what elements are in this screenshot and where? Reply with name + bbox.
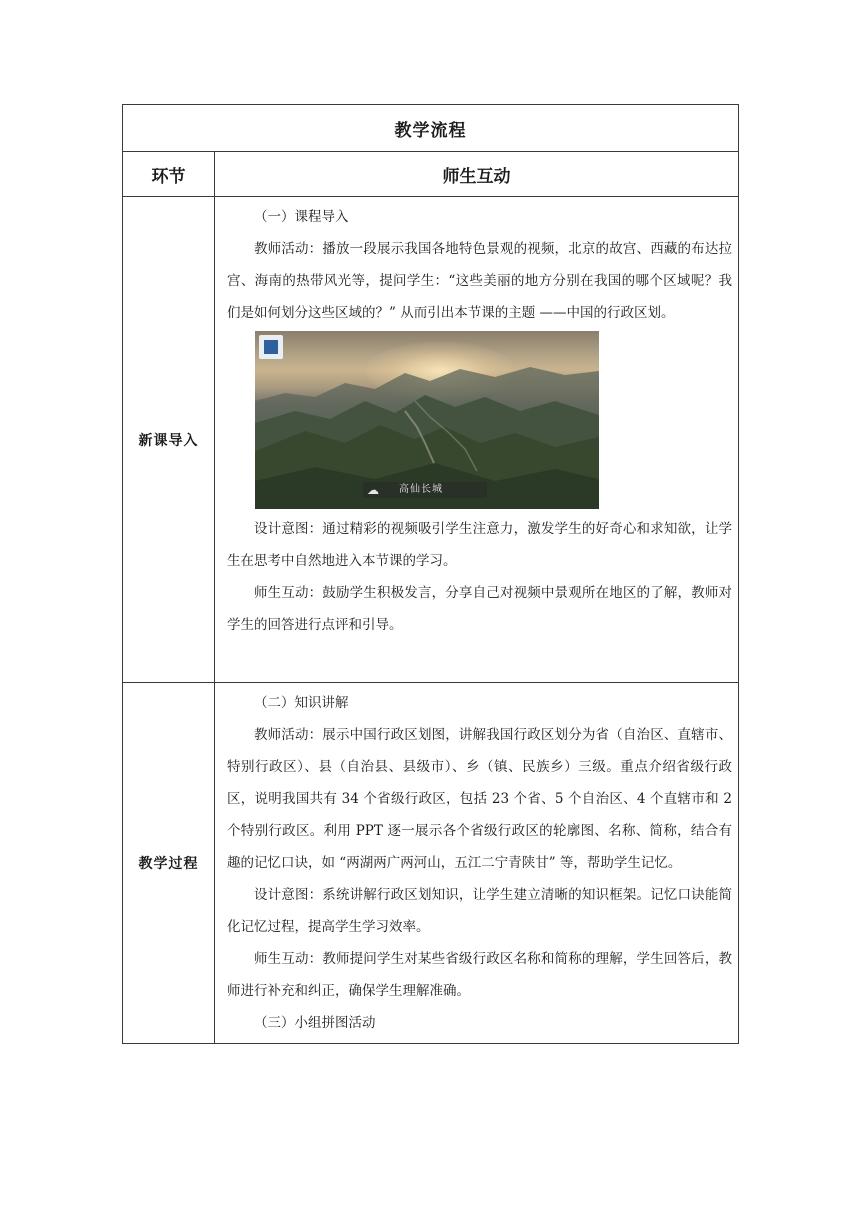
video-caption-text: 高仙长城 <box>399 484 443 495</box>
tv-station-logo-icon <box>259 335 283 359</box>
cloud-swirl-icon: ☁ <box>367 483 379 497</box>
stage-label-teaching-process: 教学过程 <box>123 683 215 1044</box>
intro-content-cell <box>215 197 739 683</box>
lesson-flow-table <box>122 104 739 1044</box>
design-intent-text: 设计意图：系统讲解行政区划知识，让学生建立清晰的知识框架。记忆口诀能简化记忆过程，提高学生学习效率。 <box>227 887 732 935</box>
teacher-activity-text: 教师活动：播放一段展示我国各地特色景观的视频，北京的故宫、西藏的布达拉宫、海南的热带风光等，提问学生：“这些美丽的地方分别在我国的哪个区域呢？我们是如何划分这些区域的？” 从而引出本节课的主题 ——中国的行政区划。 <box>227 241 732 321</box>
teacher-student-interaction-text: 师生互动：鼓励学生积极发言，分享自己对视频中景观所在地区的了解，教师对学生的回答进行点评和引导。 <box>227 585 732 633</box>
stage-label-intro: 新课导入 <box>123 197 215 683</box>
video-caption-bar <box>363 482 487 498</box>
column-header-stage: 环节 <box>123 152 215 197</box>
column-header-interaction: 师生互动 <box>215 152 739 197</box>
great-wall-video-still <box>255 331 599 509</box>
section-heading: （三）小组拼图活动 <box>254 1015 376 1031</box>
design-intent-text: 设计意图：通过精彩的视频吸引学生注意力，激发学生的好奇心和求知欲，让学生在思考中自然地进入本节课的学习。 <box>227 521 732 569</box>
section-heading: （一）课程导入 <box>254 209 349 225</box>
section-heading: （二）知识讲解 <box>254 695 349 711</box>
table-title: 教学流程 <box>123 105 739 152</box>
teacher-student-interaction-text: 师生互动：教师提问学生对某些省级行政区名称和简称的理解，学生回答后，教师进行补充和纠正，确保学生理解准确。 <box>227 951 732 999</box>
process-content-cell <box>215 683 739 1044</box>
teacher-activity-text: 教师活动：展示中国行政区划图，讲解我国行政区划分为省（自治区、直辖市、特别行政区）、县（自治县、县级市）、乡（镇、民族乡）三级。重点介绍省级行政区，说明我国共有 34 个省级行政区，包括 23 个省、5 个自治区、4 个直辖市和 2 个特别行政区。利用 PPT 逐一展示各个省级行政区的轮廓图、名称、简称，结合有趣的记忆口诀，如 “两湖两广两河山，五江二宁青陕甘” 等，帮助学生记忆。 <box>227 727 732 871</box>
